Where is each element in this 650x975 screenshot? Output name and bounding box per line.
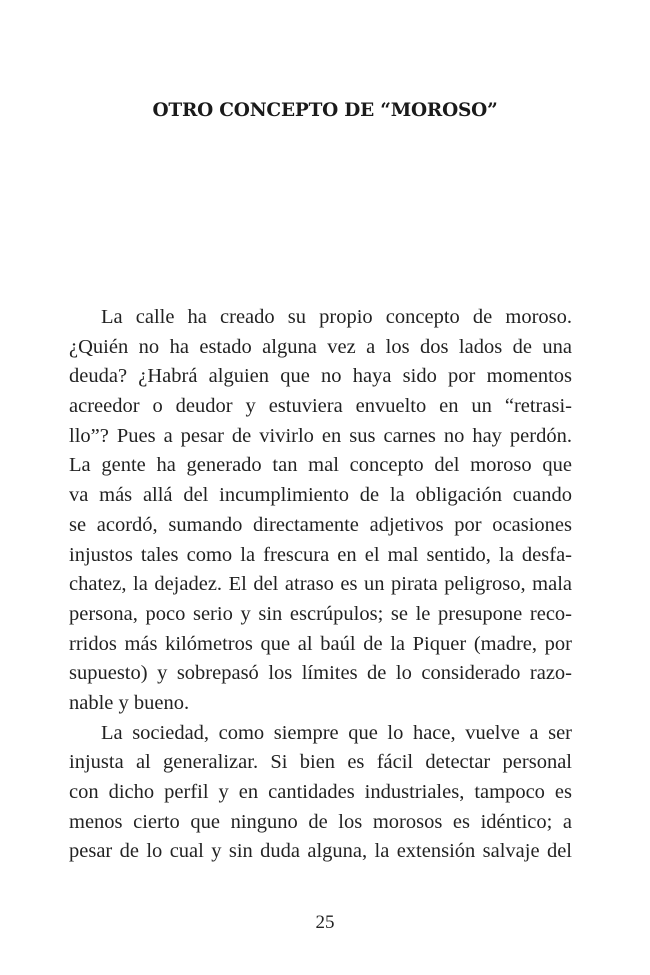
text-line: La sociedad, como siempre que lo hace, vuelve a ser: [101, 721, 572, 744]
text-line: nable y bueno.: [69, 691, 190, 714]
text-line: rridos más kilómetros que al baúl de la Piquer (madre, por: [69, 632, 572, 655]
text-line: pesar de lo cual y sin duda alguna, la extensión salvaje del: [69, 840, 572, 863]
text-line: con dicho perfil y en cantidades industriales, tampoco es: [69, 781, 572, 803]
text-line: La calle ha creado su propio concepto de moroso.: [101, 306, 572, 328]
text-line: chatez, la dejadez. El del atraso es un pirata peligroso, mala: [69, 573, 572, 596]
paragraph: [69, 303, 572, 719]
page-number: 25: [315, 912, 335, 933]
text-line: menos cierto que ninguno de los morosos es idéntico; a: [69, 810, 572, 833]
paragraph: [69, 719, 572, 867]
body-text: [69, 303, 572, 867]
text-line: injusta al generalizar. Si bien es fácil detectar personal: [69, 751, 572, 774]
text-line: La gente ha generado tan mal concepto del moroso que: [69, 454, 572, 477]
text-line: ¿Quién no ha estado alguna vez a los dos lados de una: [69, 335, 572, 358]
text-line: supuesto) y sobrepasó los límites de lo considerado razo-: [69, 662, 572, 685]
text-line: va más allá del incumplimiento de la obligación cuando: [69, 484, 572, 507]
text-line: injustos tales como la frescura en el mal sentido, la desfa-: [69, 543, 572, 566]
chapter-title: OTRO CONCEPTO DE “MOROSO”: [152, 100, 498, 121]
text-line: se acordó, sumando directamente adjetivos por ocasiones: [69, 513, 572, 536]
text-line: deuda? ¿Habrá alguien que no haya sido por momentos: [69, 365, 572, 388]
text-line: acreedor o deudor y estuviera envuelto en un “retrasi-: [69, 395, 572, 418]
text-line: persona, poco serio y sin escrúpulos; se le presupone reco-: [69, 602, 572, 625]
text-line: llo”? Pues a pesar de vivirlo en sus carnes no hay perdón.: [69, 424, 572, 447]
